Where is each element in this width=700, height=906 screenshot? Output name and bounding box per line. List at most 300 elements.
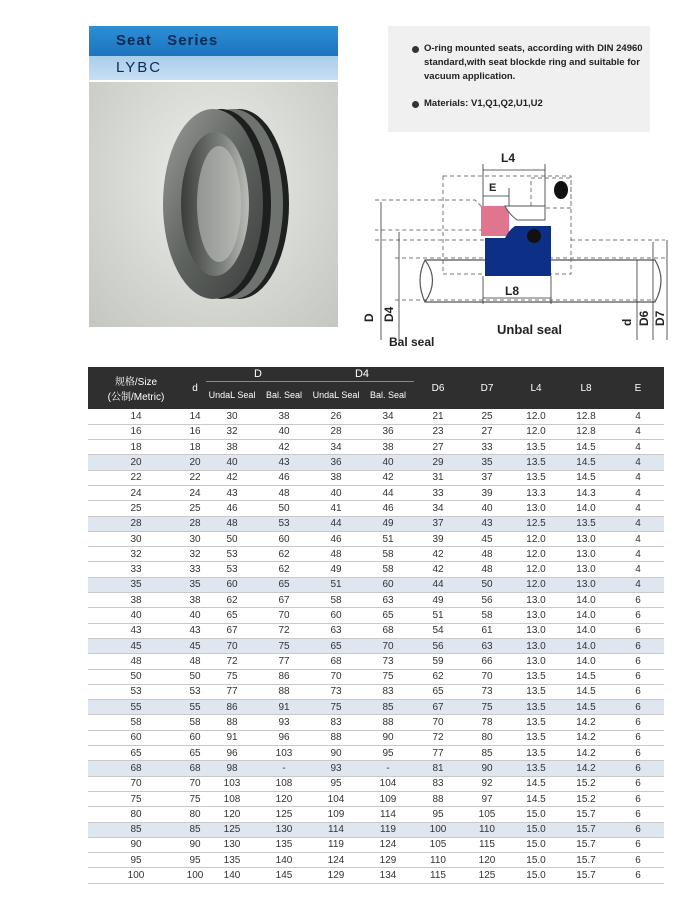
table-cell: 14.0 <box>560 654 612 669</box>
table-cell: 120 <box>462 853 512 868</box>
table-cell: 75 <box>462 700 512 715</box>
table-cell: 95 <box>88 853 184 868</box>
col-header-L4: L4 <box>512 367 560 409</box>
table-cell: 14.0 <box>560 638 612 653</box>
table-row <box>88 684 664 699</box>
table-cell: 15.0 <box>512 822 560 837</box>
table-cell: 67 <box>258 593 310 608</box>
table-cell: 44 <box>310 516 362 531</box>
table-cell: 50 <box>258 501 310 516</box>
table-cell: 29 <box>414 455 462 470</box>
table-cell: 40 <box>462 501 512 516</box>
table-cell: 50 <box>88 669 184 684</box>
table-cell: 70 <box>362 638 414 653</box>
spec-description: O-ring mounted seats, according with DIN 24960 standard,with seat blockde ring and suitable for vacuum application. <box>424 43 643 82</box>
unbal-seal-label: Unbal seal <box>497 322 563 337</box>
table-cell: 13.0 <box>512 608 560 623</box>
table-cell: 115 <box>414 868 462 883</box>
table-cell: 4 <box>612 516 664 531</box>
table-cell: 130 <box>206 837 258 852</box>
table-cell: 4 <box>612 424 664 439</box>
table-cell: 38 <box>88 593 184 608</box>
table-cell: 34 <box>414 501 462 516</box>
table-cell: 15.7 <box>560 868 612 883</box>
table-cell: 88 <box>206 715 258 730</box>
table-cell: 13.5 <box>512 746 560 761</box>
table-cell: 13.5 <box>512 440 560 455</box>
table-cell: 6 <box>612 853 664 868</box>
table-cell: 6 <box>612 776 664 791</box>
table-row <box>88 577 664 592</box>
table-cell: 97 <box>462 791 512 806</box>
table-cell: 6 <box>612 730 664 745</box>
table-cell: 85 <box>362 700 414 715</box>
table-cell: 65 <box>184 746 206 761</box>
table-row <box>88 593 664 608</box>
table-cell: 48 <box>206 516 258 531</box>
table-cell: 104 <box>362 776 414 791</box>
table-cell: 96 <box>258 730 310 745</box>
table-cell: 28 <box>88 516 184 531</box>
table-row <box>88 776 664 791</box>
table-cell: 124 <box>310 853 362 868</box>
table-cell: 33 <box>414 485 462 500</box>
table-cell: 73 <box>310 684 362 699</box>
table-cell: 37 <box>462 470 512 485</box>
table-cell: 90 <box>184 837 206 852</box>
table-row <box>88 562 664 577</box>
table-cell: 39 <box>414 531 462 546</box>
table-cell: 13.0 <box>560 531 612 546</box>
table-cell: 14.5 <box>560 455 612 470</box>
table-cell: 6 <box>612 837 664 852</box>
table-cell: 15.7 <box>560 807 612 822</box>
table-cell: 90 <box>88 837 184 852</box>
table-cell: 48 <box>184 654 206 669</box>
table-cell: 110 <box>462 822 512 837</box>
table-cell: 32 <box>184 547 206 562</box>
table-cell: 53 <box>206 547 258 562</box>
table-cell: 51 <box>310 577 362 592</box>
dim-e: E <box>489 182 497 194</box>
table-row <box>88 470 664 485</box>
table-cell: 75 <box>362 669 414 684</box>
table-cell: 6 <box>612 761 664 776</box>
table-cell: 58 <box>462 608 512 623</box>
table-cell: 80 <box>462 730 512 745</box>
table-cell: 6 <box>612 623 664 638</box>
table-cell: 65 <box>310 638 362 653</box>
table-cell: 12.0 <box>512 577 560 592</box>
table-cell: 45 <box>184 638 206 653</box>
table-cell: 6 <box>612 791 664 806</box>
table-cell: 15.7 <box>560 853 612 868</box>
table-cell: 95 <box>414 807 462 822</box>
table-cell: 4 <box>612 547 664 562</box>
table-cell: 62 <box>414 669 462 684</box>
table-cell: 78 <box>462 715 512 730</box>
table-cell: 13.5 <box>512 700 560 715</box>
table-cell: 6 <box>612 807 664 822</box>
table-cell: 93 <box>310 761 362 776</box>
table-cell: 33 <box>88 562 184 577</box>
table-cell: 105 <box>414 837 462 852</box>
table-cell: 62 <box>258 547 310 562</box>
table-cell: 34 <box>362 409 414 424</box>
table-cell: 70 <box>184 776 206 791</box>
table-cell: 27 <box>414 440 462 455</box>
table-cell: 43 <box>88 623 184 638</box>
table-row <box>88 822 664 837</box>
table-cell: 12.0 <box>512 424 560 439</box>
table-cell: 43 <box>184 623 206 638</box>
table-cell: 80 <box>184 807 206 822</box>
o-ring <box>554 181 568 199</box>
table-cell: 13.0 <box>512 593 560 608</box>
dim-l8: L8 <box>505 284 520 298</box>
table-cell: 33 <box>184 562 206 577</box>
table-cell: - <box>362 761 414 776</box>
table-cell: 72 <box>414 730 462 745</box>
col-header-L8: L8 <box>560 367 612 409</box>
table-cell: 68 <box>310 654 362 669</box>
table-cell: 30 <box>184 531 206 546</box>
table-cell: 73 <box>362 654 414 669</box>
table-cell: 68 <box>184 761 206 776</box>
dimensions-table <box>88 367 664 884</box>
table-cell: 15.0 <box>512 837 560 852</box>
table-cell: 77 <box>206 684 258 699</box>
table-cell: 75 <box>184 791 206 806</box>
table-cell: 119 <box>310 837 362 852</box>
table-cell: 27 <box>462 424 512 439</box>
table-cell: 35 <box>184 577 206 592</box>
bal-seal-face <box>481 206 509 236</box>
table-cell: 14 <box>88 409 184 424</box>
table-cell: 110 <box>414 853 462 868</box>
col-header-size: 规格/Size (公制/Metric) <box>88 367 184 409</box>
table-cell: 95 <box>310 776 362 791</box>
table-cell: 115 <box>462 837 512 852</box>
table-cell: 13.5 <box>512 730 560 745</box>
table-cell: 65 <box>362 608 414 623</box>
table-cell: 51 <box>414 608 462 623</box>
table-cell: 81 <box>414 761 462 776</box>
table-cell: 54 <box>414 623 462 638</box>
table-cell: 48 <box>462 562 512 577</box>
table-cell: 4 <box>612 470 664 485</box>
seal-diagram <box>355 140 680 355</box>
table-row <box>88 501 664 516</box>
table-cell: 53 <box>258 516 310 531</box>
table-cell: 35 <box>88 577 184 592</box>
table-cell: 70 <box>258 608 310 623</box>
seat-ring-image <box>89 82 338 327</box>
table-cell: 14.5 <box>560 700 612 715</box>
table-cell: 46 <box>362 501 414 516</box>
table-cell: 32 <box>88 547 184 562</box>
table-cell: 20 <box>88 455 184 470</box>
table-cell: 14.0 <box>560 623 612 638</box>
table-cell: 6 <box>612 822 664 837</box>
table-row <box>88 868 664 883</box>
table-cell: 49 <box>414 593 462 608</box>
table-cell: 100 <box>184 868 206 883</box>
table-cell: 13.0 <box>512 501 560 516</box>
bal-seal-label: Bal seal <box>389 335 435 349</box>
table-cell: 14.5 <box>560 440 612 455</box>
table-cell: 28 <box>184 516 206 531</box>
table-cell: 95 <box>184 853 206 868</box>
table-cell: 4 <box>612 409 664 424</box>
table-cell: 13.5 <box>512 761 560 776</box>
table-cell: 14.0 <box>560 608 612 623</box>
table-cell: 4 <box>612 577 664 592</box>
table-cell: 25 <box>462 409 512 424</box>
table-cell: 12.5 <box>512 516 560 531</box>
table-cell: 24 <box>184 485 206 500</box>
product-photo <box>89 82 338 327</box>
table-cell: 13.0 <box>512 623 560 638</box>
table-cell: 6 <box>612 684 664 699</box>
table-cell: 75 <box>310 700 362 715</box>
table-cell: 14.5 <box>560 470 612 485</box>
table-cell: 56 <box>414 638 462 653</box>
table-cell: 13.3 <box>512 485 560 500</box>
o-ring <box>527 229 541 243</box>
table-cell: 75 <box>258 638 310 653</box>
table-cell: 60 <box>184 730 206 745</box>
table-cell: 70 <box>414 715 462 730</box>
table-cell: 16 <box>184 424 206 439</box>
table-cell: 14.5 <box>560 669 612 684</box>
table-row <box>88 409 664 424</box>
table-cell: 34 <box>310 440 362 455</box>
dim-d-small: d <box>620 318 634 326</box>
table-cell: 90 <box>462 761 512 776</box>
table-cell: 90 <box>362 730 414 745</box>
table-cell: 125 <box>462 868 512 883</box>
table-cell: 129 <box>362 853 414 868</box>
table-cell: 53 <box>206 562 258 577</box>
table-cell: 63 <box>310 623 362 638</box>
col-header-d4-bal: Bal. Seal <box>362 381 414 409</box>
table-cell: 45 <box>88 638 184 653</box>
table-cell: 105 <box>462 807 512 822</box>
table-cell: 13.5 <box>512 684 560 699</box>
table-cell: 83 <box>362 684 414 699</box>
table-cell: 63 <box>362 593 414 608</box>
table-cell: 12.0 <box>512 409 560 424</box>
table-cell: 60 <box>206 577 258 592</box>
table-cell: 124 <box>362 837 414 852</box>
table-cell: 140 <box>206 868 258 883</box>
table-row <box>88 669 664 684</box>
dim-d7: D7 <box>653 310 667 326</box>
table-cell: 75 <box>88 791 184 806</box>
table-cell: 6 <box>612 638 664 653</box>
table-cell: 83 <box>414 776 462 791</box>
table-cell: 90 <box>310 746 362 761</box>
table-cell: 6 <box>612 669 664 684</box>
table-cell: 59 <box>414 654 462 669</box>
table-cell: 92 <box>462 776 512 791</box>
table-cell: 55 <box>88 700 184 715</box>
table-cell: 60 <box>310 608 362 623</box>
table-cell: 135 <box>258 837 310 852</box>
table-cell: 6 <box>612 868 664 883</box>
table-cell: 72 <box>258 623 310 638</box>
table-cell: 73 <box>462 684 512 699</box>
table-cell: 75 <box>206 669 258 684</box>
table-cell: 4 <box>612 455 664 470</box>
table-cell: 38 <box>310 470 362 485</box>
table-cell: 12.0 <box>512 562 560 577</box>
table-cell: 50 <box>206 531 258 546</box>
table-cell: 62 <box>258 562 310 577</box>
bullet-dot <box>412 101 419 108</box>
table-row <box>88 424 664 439</box>
table-cell: 88 <box>414 791 462 806</box>
col-header-D: D <box>206 367 310 381</box>
table-cell: 37 <box>414 516 462 531</box>
table-cell: 91 <box>206 730 258 745</box>
table-cell: 41 <box>310 501 362 516</box>
table-cell: 50 <box>462 577 512 592</box>
col-header-D6: D6 <box>414 367 462 409</box>
table-cell: 103 <box>206 776 258 791</box>
table-cell: 49 <box>310 562 362 577</box>
table-cell: 38 <box>184 593 206 608</box>
table-cell: 72 <box>206 654 258 669</box>
dim-d4: D4 <box>382 306 396 322</box>
table-cell: 125 <box>206 822 258 837</box>
table-cell: 13.0 <box>560 547 612 562</box>
table-cell: 45 <box>462 531 512 546</box>
table-cell: 6 <box>612 608 664 623</box>
table-cell: 65 <box>88 746 184 761</box>
table-cell: 134 <box>362 868 414 883</box>
table-cell: 42 <box>206 470 258 485</box>
table-cell: 96 <box>206 746 258 761</box>
table-cell: 66 <box>462 654 512 669</box>
col-header-d-bal: Bal. Seal <box>258 381 310 409</box>
table-cell: 70 <box>88 776 184 791</box>
col-header-d: d <box>184 367 206 409</box>
table-cell: 60 <box>362 577 414 592</box>
table-cell: 13.5 <box>512 455 560 470</box>
table-cell: 18 <box>88 440 184 455</box>
table-cell: 58 <box>310 593 362 608</box>
table-cell: 43 <box>206 485 258 500</box>
table-cell: 58 <box>88 715 184 730</box>
table-cell: 114 <box>310 822 362 837</box>
table-cell: 44 <box>362 485 414 500</box>
table-cell: 98 <box>206 761 258 776</box>
table-cell: 13.5 <box>512 715 560 730</box>
series-title: Seat Series <box>116 32 219 49</box>
table-cell: 51 <box>362 531 414 546</box>
table-cell: 16 <box>88 424 184 439</box>
table-row <box>88 608 664 623</box>
table-cell: 25 <box>184 501 206 516</box>
col-header-d-undal: UndaL Seal <box>206 381 258 409</box>
table-cell: 119 <box>362 822 414 837</box>
table-cell: 40 <box>184 608 206 623</box>
table-row <box>88 455 664 470</box>
table-cell: 6 <box>612 593 664 608</box>
table-row <box>88 623 664 638</box>
table-cell: 135 <box>206 853 258 868</box>
table-cell: 4 <box>612 562 664 577</box>
table-cell: 53 <box>88 684 184 699</box>
table-cell: 13.5 <box>560 516 612 531</box>
table-cell: 13.0 <box>560 562 612 577</box>
table-cell: 14.2 <box>560 746 612 761</box>
dim-d6: D6 <box>637 310 651 326</box>
table-cell: 13.0 <box>560 577 612 592</box>
table-cell: 86 <box>258 669 310 684</box>
table-cell: 6 <box>612 654 664 669</box>
table-cell: 108 <box>206 791 258 806</box>
table-cell: 62 <box>206 593 258 608</box>
table-cell: 30 <box>206 409 258 424</box>
table-cell: 18 <box>184 440 206 455</box>
table-cell: 13.0 <box>512 654 560 669</box>
table-cell: 22 <box>88 470 184 485</box>
table-cell: 83 <box>310 715 362 730</box>
table-cell: 15.0 <box>512 807 560 822</box>
table-cell: 120 <box>206 807 258 822</box>
table-cell: 129 <box>310 868 362 883</box>
table-cell: 63 <box>462 638 512 653</box>
table-cell: 61 <box>462 623 512 638</box>
table-cell: 104 <box>310 791 362 806</box>
dim-d-big: D <box>362 313 376 322</box>
table-cell: 14.5 <box>512 776 560 791</box>
table-cell: 68 <box>362 623 414 638</box>
table-cell: 14.3 <box>560 485 612 500</box>
table-cell: 38 <box>206 440 258 455</box>
table-cell: 39 <box>462 485 512 500</box>
table-cell: 35 <box>462 455 512 470</box>
table-body <box>88 409 664 883</box>
table-cell: 70 <box>206 638 258 653</box>
table-row <box>88 654 664 669</box>
table-cell: 53 <box>184 684 206 699</box>
table-cell: 56 <box>462 593 512 608</box>
table-cell: 58 <box>362 562 414 577</box>
table-row <box>88 746 664 761</box>
table-cell: 88 <box>362 715 414 730</box>
spec-materials: Materials: V1,Q1,Q2,U1,U2 <box>424 98 543 109</box>
table-cell: 68 <box>88 761 184 776</box>
table-cell: 30 <box>88 531 184 546</box>
table-cell: 38 <box>258 409 310 424</box>
table-cell: 103 <box>258 746 310 761</box>
table-cell: 14.0 <box>560 593 612 608</box>
table-cell: 43 <box>462 516 512 531</box>
table-cell: 46 <box>310 531 362 546</box>
table-row <box>88 807 664 822</box>
table-row <box>88 638 664 653</box>
table-cell: 13.0 <box>512 638 560 653</box>
table-cell: 130 <box>258 822 310 837</box>
table-cell: 100 <box>414 822 462 837</box>
table-cell: 31 <box>414 470 462 485</box>
table-cell: 85 <box>184 822 206 837</box>
table-cell: 85 <box>88 822 184 837</box>
